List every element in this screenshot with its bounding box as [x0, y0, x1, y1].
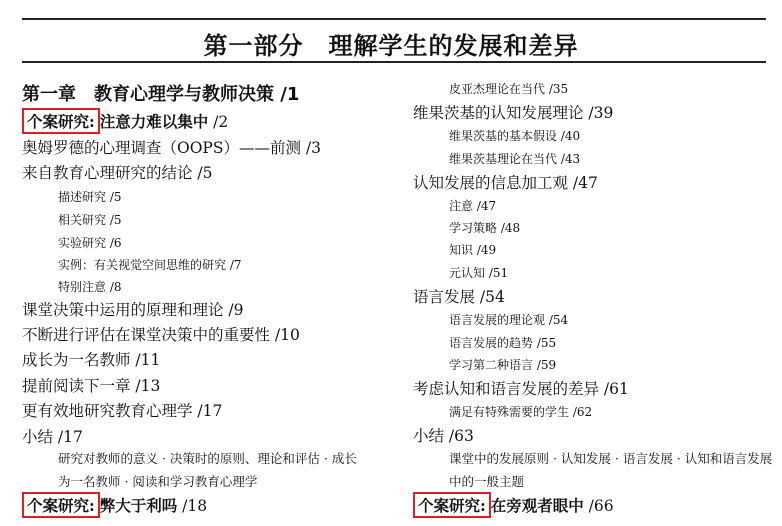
- bottom-rule: [22, 61, 766, 63]
- toc-subentry[interactable]: 描述研究 /5: [58, 190, 122, 204]
- toc-entry[interactable]: 考虑认知和语言发展的差异 /61: [413, 380, 629, 398]
- summary-text: 研究对教师的意义 · 决策时的原则、理论和评估 · 成长为一名教师 · 阅读和学习教育心理学: [58, 451, 357, 489]
- toc-subentry[interactable]: 学习第二种语言 /59: [449, 358, 557, 372]
- top-rule: [22, 18, 766, 20]
- case-study-name: 在旁观者眼中: [490, 496, 584, 515]
- toc-entry[interactable]: 奥姆罗德的心理调查（OOPS）——前测 /3: [22, 139, 321, 157]
- toc-subentry[interactable]: 满足有特殊需要的学生 /62: [449, 405, 593, 419]
- case-study-page: /2: [208, 113, 229, 131]
- toc-entry[interactable]: 成长为一名教师 /11: [22, 351, 161, 369]
- case-study-name: 注意力难以集中: [99, 112, 209, 131]
- case-study-1[interactable]: [22, 108, 228, 134]
- case-study-3[interactable]: [413, 492, 614, 518]
- toc-subentry[interactable]: 语言发展的理论观 /54: [449, 313, 569, 327]
- toc-subentry[interactable]: 相关研究 /5: [58, 213, 122, 227]
- toc-entry[interactable]: 不断进行评估在课堂决策中的重要性 /10: [22, 326, 300, 344]
- chapter-1-heading[interactable]: 第一章 教育心理学与教师决策 /1: [22, 84, 300, 105]
- case-study-tag: 个案研究:: [22, 492, 100, 518]
- toc-entry[interactable]: 课堂决策中运用的原理和理论 /9: [22, 301, 244, 319]
- toc-subentry[interactable]: 学习策略 /48: [449, 221, 521, 235]
- case-study-tag: 个案研究:: [413, 492, 491, 518]
- case-study-page: /18: [177, 497, 208, 515]
- case-study-name: 弊大于利吗: [99, 496, 178, 515]
- toc-subentry[interactable]: 注意 /47: [449, 199, 497, 213]
- case-study-2[interactable]: [22, 492, 207, 518]
- toc-subentry[interactable]: 特别注意 /8: [58, 280, 122, 294]
- summary-entry[interactable]: 小结 /63: [413, 427, 474, 445]
- toc-subentry[interactable]: 语言发展的趋势 /55: [449, 336, 557, 350]
- toc-subentry[interactable]: 实例：有关视觉空间思维的研究 /7: [58, 258, 242, 272]
- toc-subentry[interactable]: 实验研究 /6: [58, 236, 122, 250]
- case-study-tag: 个案研究:: [22, 108, 100, 134]
- part-title: 第一部分 理解学生的发展和差异: [203, 32, 579, 60]
- case-study-page: /66: [583, 497, 614, 515]
- toc-subentry[interactable]: 皮亚杰理论在当代 /35: [449, 82, 569, 96]
- toc-entry[interactable]: 语言发展 /54: [413, 288, 505, 306]
- toc-entry[interactable]: 维果茨基的认知发展理论 /39: [413, 104, 614, 122]
- toc-entry[interactable]: 提前阅读下一章 /13: [22, 377, 161, 395]
- toc-subentry[interactable]: 元认知 /51: [449, 266, 509, 280]
- toc-subentry[interactable]: 知识 /49: [449, 243, 497, 257]
- toc-subentry[interactable]: 维果茨基的基本假设 /40: [449, 129, 581, 143]
- toc-entry[interactable]: 认知发展的信息加工观 /47: [413, 174, 598, 192]
- summary-text: 课堂中的发展原则 · 认知发展 · 语言发展 · 认知和语言发展中的一般主题: [449, 451, 773, 489]
- summary-entry[interactable]: 小结 /17: [22, 428, 83, 446]
- toc-entry[interactable]: 来自教育心理研究的结论 /5: [22, 164, 213, 182]
- toc-entry[interactable]: 更有效地研究教育心理学 /17: [22, 402, 223, 420]
- toc-subentry[interactable]: 维果茨基理论在当代 /43: [449, 152, 581, 166]
